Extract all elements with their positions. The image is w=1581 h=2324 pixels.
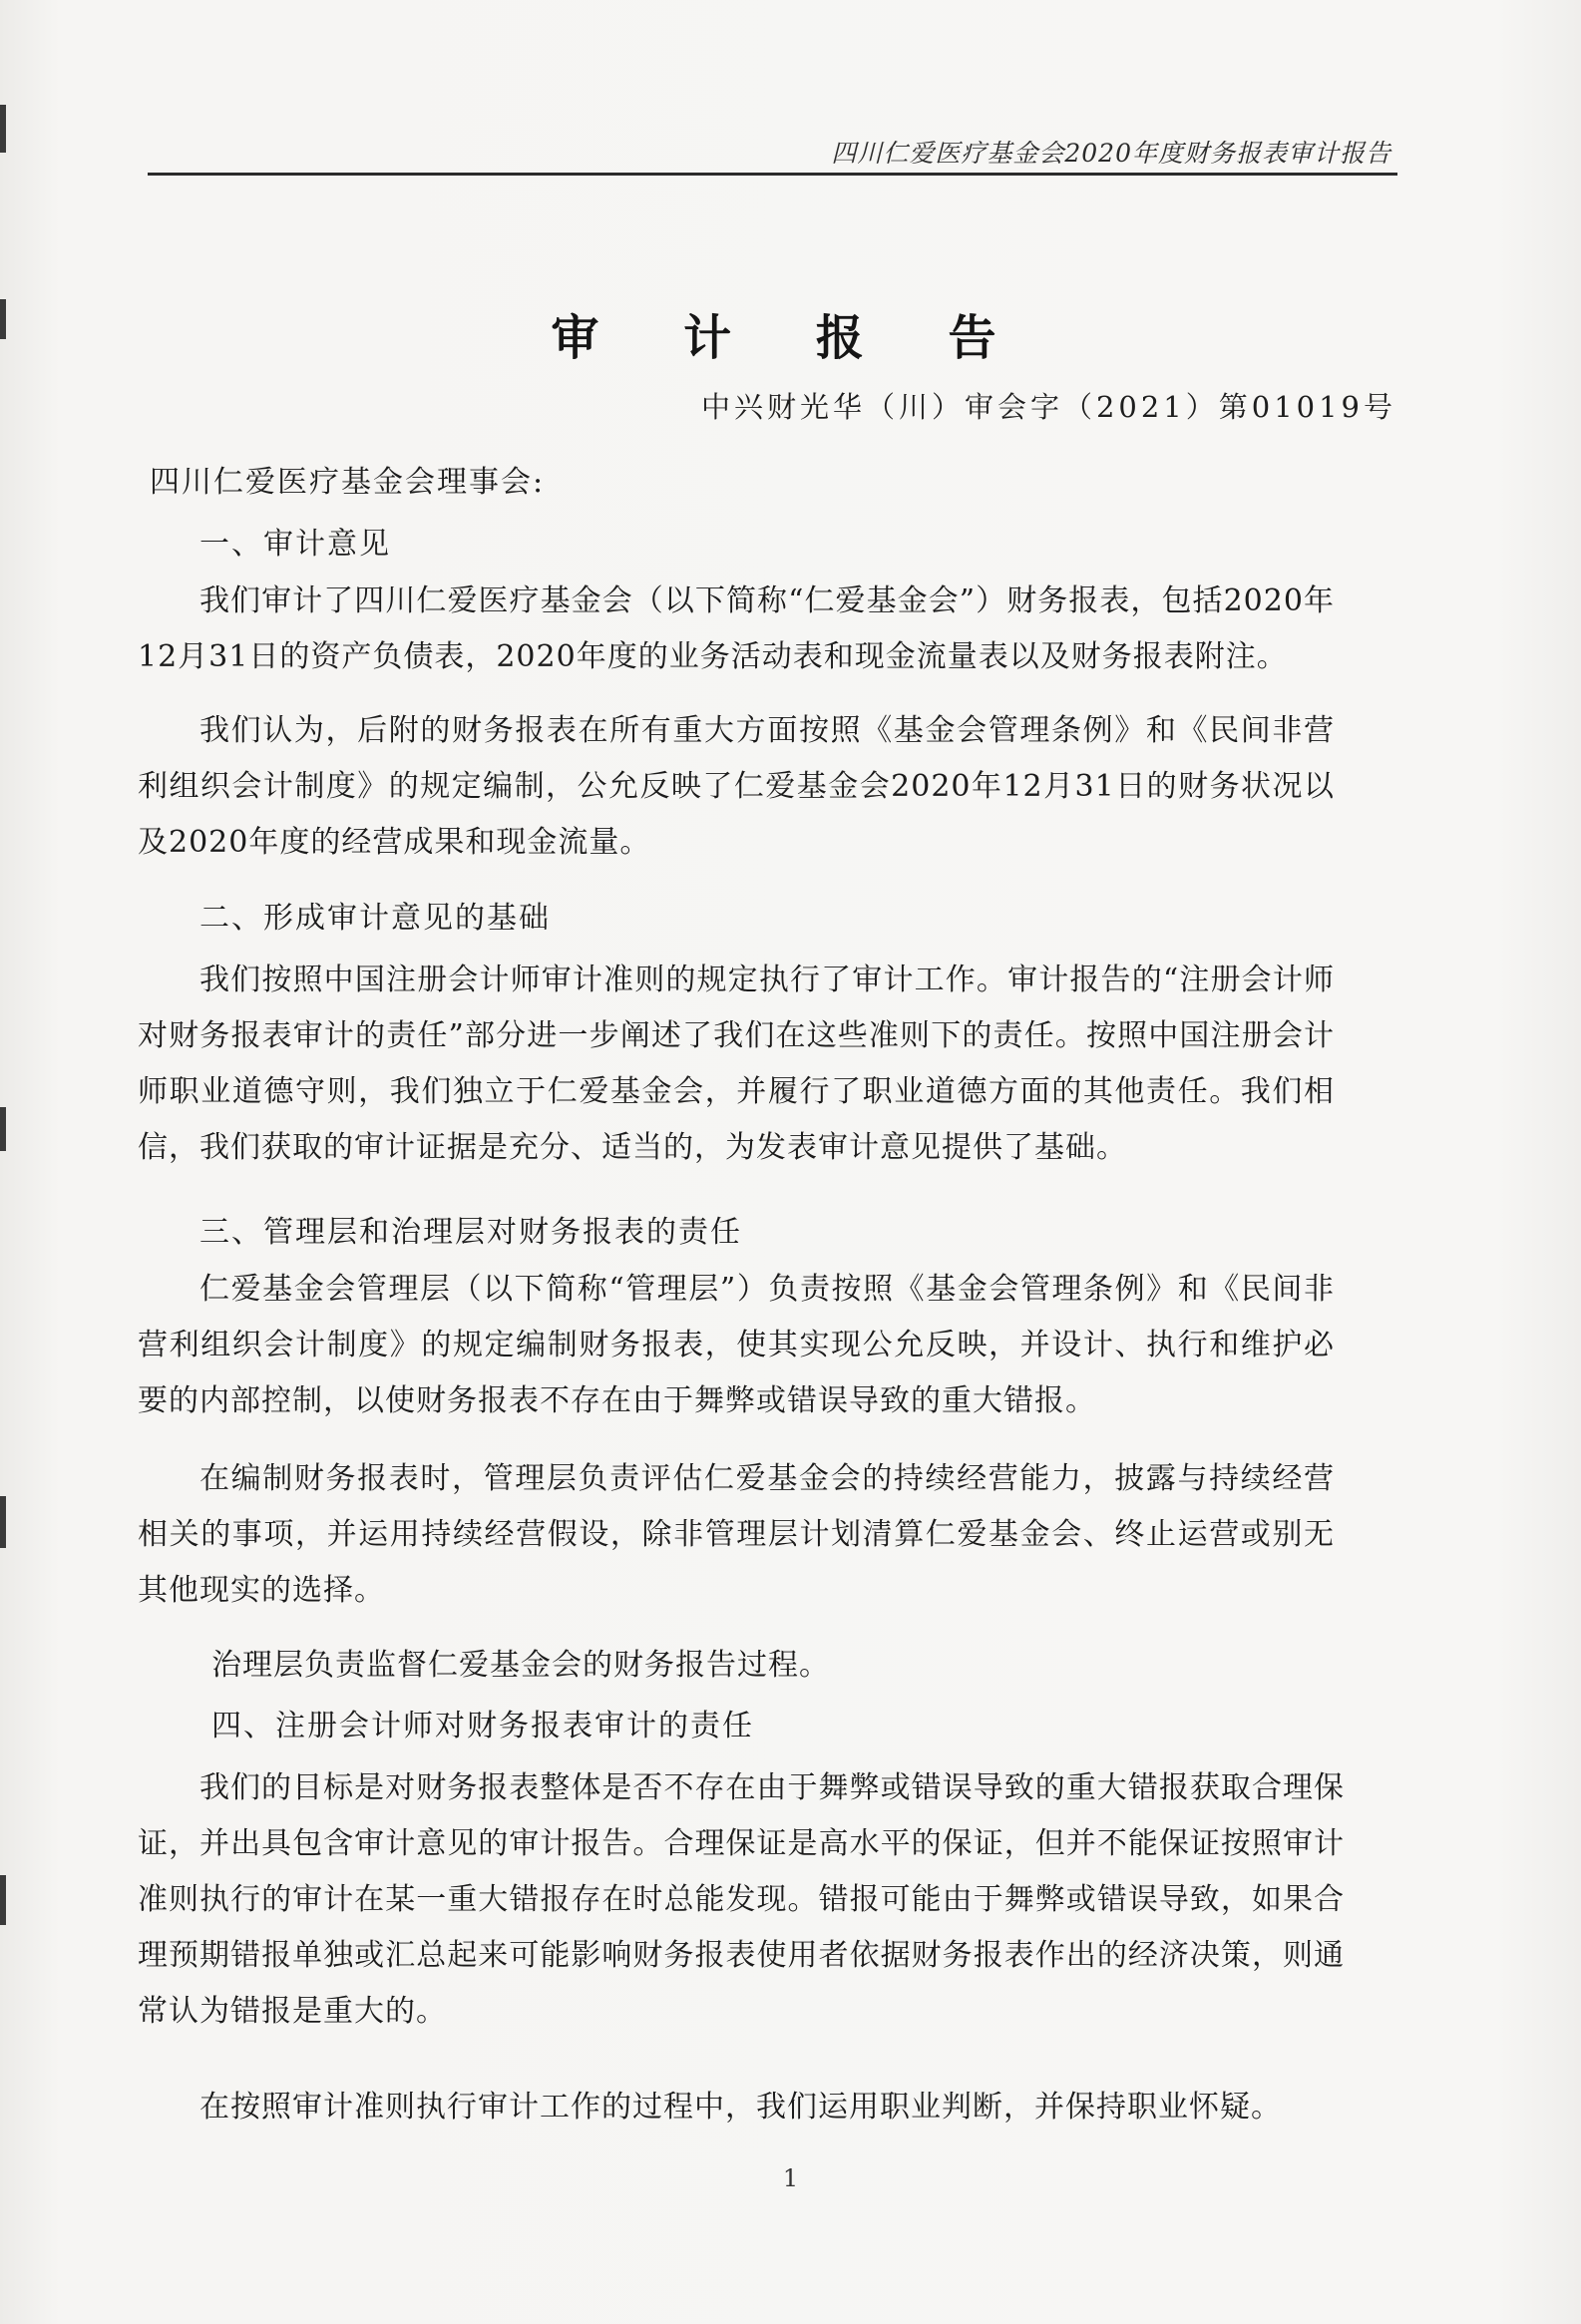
paragraph: 我们认为，后附的财务报表在所有重大方面按照《基金会管理条例》和《民间非营利组织会计制度》的规定编制，公允反映了仁爱基金会2020年12月31日的财务状况以及2020年度的经营成果和现金流量。: [138, 713, 1335, 860]
binding-mark: [0, 1496, 6, 1548]
paragraph: 我们按照中国注册会计师审计准则的规定执行了审计工作。审计报告的“注册会计师对财务报表审计的责任”部分进一步阐述了我们在这些准则下的责任。按照中国注册会计师职业道德守则，我们独立于仁爱基金会，并履行了职业道德方面的其他责任。我们相信，我们获取的审计证据是充分、适当的，为发表审计意见提供了基础。: [138, 963, 1335, 1165]
paragraph: 我们的目标是对财务报表整体是否不存在由于舞弊或错误导致的重大错报获取合理保证，并出具包含审计意见的审计报告。合理保证是高水平的保证，但并不能保证按照审计准则执行的审计在某一重大错报存在时总能发现。错报可能由于舞弊或错误导致，如果合理预期错报单独或汇总起来可能影响财务报表使用者依据财务报表作出的经济决策，则通常认为错报是重大的。: [138, 1770, 1345, 2029]
section-heading: 三、管理层和治理层对财务报表的责任: [199, 1215, 742, 1250]
paragraph: 在编制财务报表时，管理层负责评估仁爱基金会的持续经营能力，披露与持续经营相关的事项，并运用持续经营假设，除非管理层计划清算仁爱基金会、终止运营或别无其他现实的选择。: [138, 1461, 1335, 1608]
paragraph: 仁爱基金会管理层（以下简称“管理层”）负责按照《基金会管理条例》和《民间非营利组织会计制度》的规定编制财务报表，使其实现公允反映，并设计、执行和维护必要的内部控制，以使财务报表不存在由于舞弊或错误导致的重大错报。: [138, 1272, 1335, 1418]
addressee: 四川仁爱医疗基金会理事会:: [150, 465, 546, 500]
running-header: 四川仁爱医疗基金会2020年度财务报表审计报告: [831, 139, 1391, 168]
paragraph: 治理层负责监督仁爱基金会的财务报告过程。: [211, 1648, 830, 1683]
section-heading: 一、审计意见: [199, 527, 391, 562]
binding-mark: [0, 1875, 6, 1925]
paragraph: 我们审计了四川仁爱医疗基金会（以下简称“仁爱基金会”）财务报表，包括2020年12月31日的资产负债表，2020年度的业务活动表和现金流量表以及财务报表附注。: [138, 583, 1335, 674]
report-title: 审 计 报 告: [551, 310, 1030, 366]
header-rule: [148, 173, 1397, 176]
binding-mark: [0, 1107, 6, 1151]
page-number: 1: [782, 2164, 799, 2192]
section-heading: 二、形成审计意见的基础: [199, 901, 551, 936]
binding-mark: [0, 105, 6, 153]
section-heading: 四、注册会计师对财务报表审计的责任: [211, 1709, 754, 1743]
report-number: 中兴财光华（川）审会字（2021）第01019号: [700, 390, 1396, 424]
paragraph: 在按照审计准则执行审计工作的过程中，我们运用职业判断，并保持职业怀疑。: [199, 2090, 1282, 2125]
